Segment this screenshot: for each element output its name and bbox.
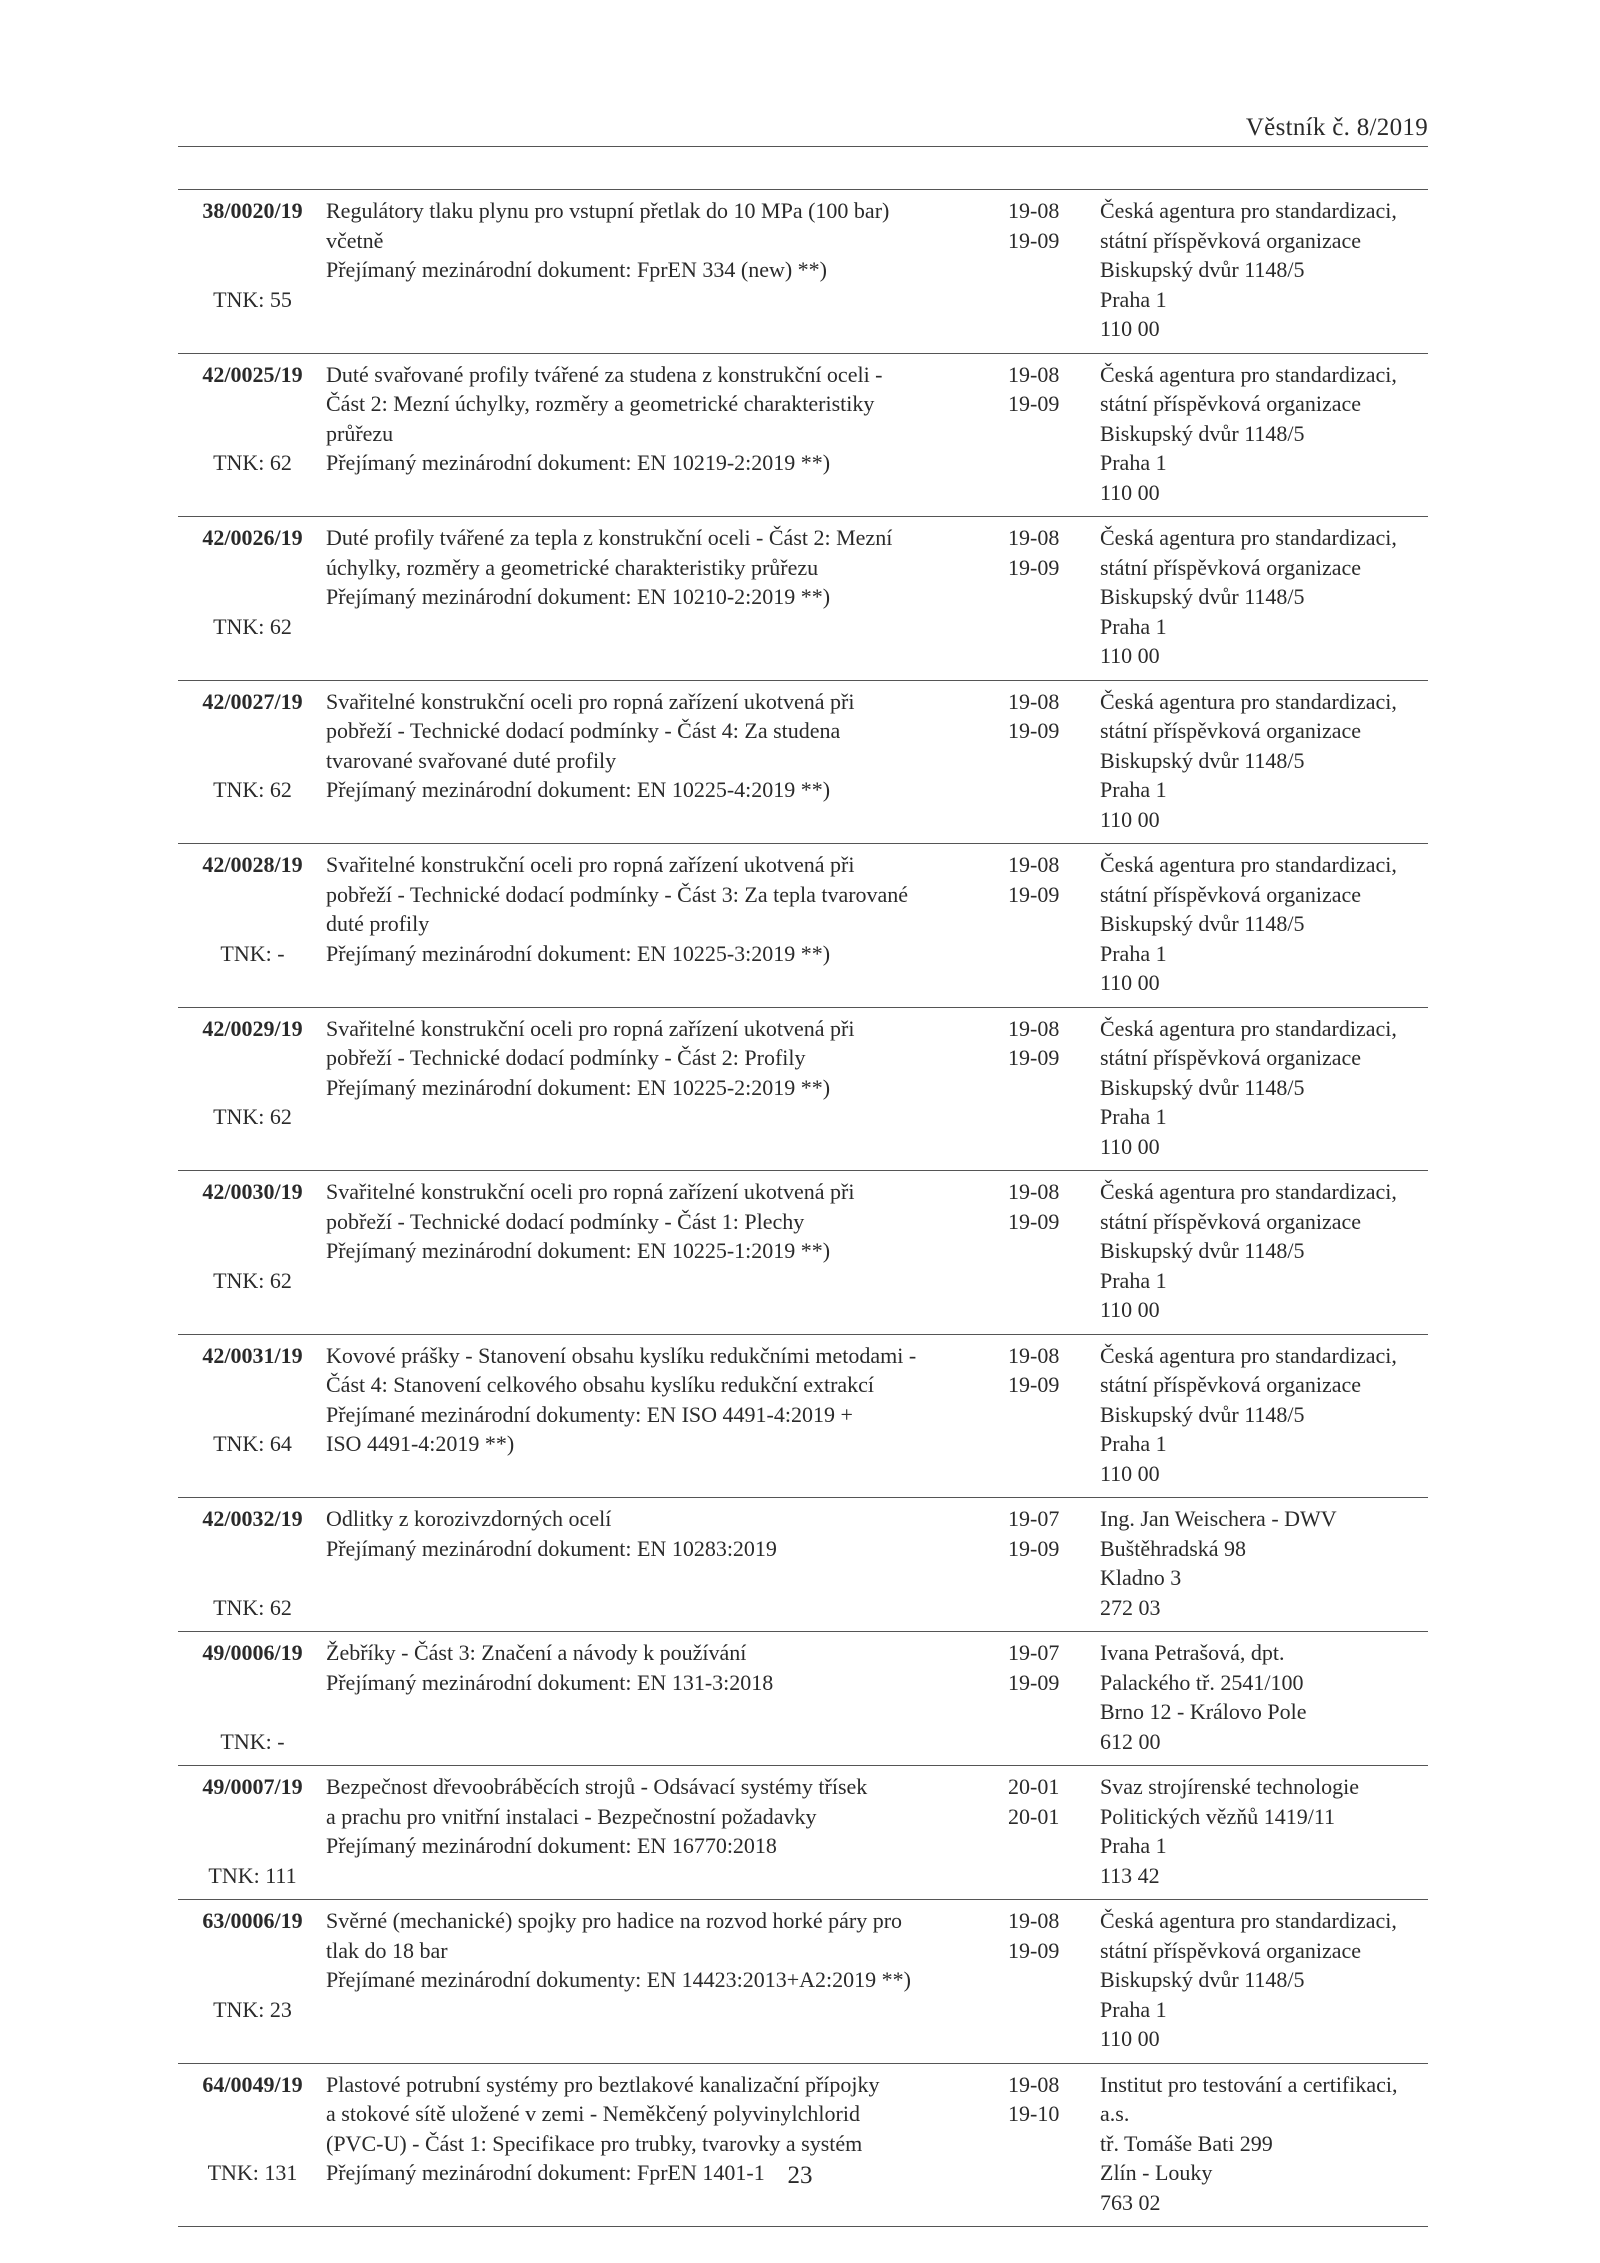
organization-cell-line: Praha 1 — [1100, 1833, 1167, 1858]
organization-cell — [1100, 1341, 1430, 1489]
row-id-cell — [190, 1014, 315, 1129]
organization-cell-line: Ing. Jan Weischera - DWV — [1100, 1506, 1337, 1531]
dates-cell — [1008, 850, 1088, 909]
title-cell-line: Svařitelné konstrukční oceli pro ropná zařízení ukotvená při — [326, 1015, 855, 1041]
organization-cell — [1100, 1014, 1430, 1162]
title-cell-line: Svěrné (mechanické) spojky pro hadice na rozvod horké páry pro — [326, 1908, 903, 1933]
table-row — [178, 1900, 1428, 2064]
dates-cell — [1008, 360, 1088, 419]
dates-cell — [1008, 1504, 1088, 1563]
title-cell-line: Přejímaný mezinárodní dokument: EN 10225-2:2019 **) — [326, 1074, 831, 1100]
document-code: 42/0029/19 — [202, 1015, 303, 1041]
organization-cell-line: státní příspěvková organizace — [1100, 1045, 1362, 1070]
title-cell-line: Přejímané mezinárodní dokumenty: EN ISO 4491-4:2019 + — [326, 1401, 853, 1427]
dates-cell-line: 20-01 — [1008, 1803, 1060, 1829]
organization-cell — [1100, 687, 1430, 835]
title-cell — [326, 1177, 976, 1266]
document-code: 42/0032/19 — [202, 1506, 303, 1531]
organization-cell-line: Česká agentura pro standardizaci, — [1100, 688, 1397, 714]
organization-cell — [1100, 196, 1430, 344]
dates-cell — [1008, 2070, 1088, 2129]
organization-cell-line: Česká agentura pro standardizaci, — [1100, 852, 1397, 877]
title-cell-line: Přejímaný mezinárodní dokument: EN 10225-4:2019 **) — [326, 777, 831, 802]
title-cell-line: pobřeží - Technické dodací podmínky - Část 2: Profily — [326, 1045, 806, 1070]
row-id-cell — [190, 1341, 315, 1456]
organization-cell-line: 110 00 — [1100, 1460, 1160, 1486]
page-header-title: Věstník č. 8/2019 — [1245, 114, 1428, 141]
row-id-cell — [190, 1772, 315, 1888]
table-row — [178, 190, 1428, 354]
title-cell-line: Přejímaný mezinárodní dokument: EN 10225-3:2019 **) — [326, 940, 831, 966]
dates-cell-line: 19-09 — [1008, 554, 1060, 580]
title-cell — [326, 523, 976, 612]
document-code: 38/0020/19 — [202, 198, 303, 223]
dates-cell-line: 19-08 — [1008, 1179, 1060, 1204]
title-cell-line: Přejímané mezinárodní dokumenty: EN 14423:2013+A2:2019 **) — [326, 1967, 911, 1992]
dates-cell-line: 19-09 — [1008, 391, 1060, 416]
title-cell-line: Žebříky - Část 3: Značení a návody k používání — [326, 1640, 747, 1665]
table-row — [178, 1171, 1428, 1335]
header-divider — [178, 146, 1428, 147]
table-row — [178, 1632, 1428, 1766]
organization-cell-line: státní příspěvková organizace — [1100, 1372, 1362, 1397]
organization-cell-line: a.s. — [1100, 2101, 1130, 2126]
tnk-label: TNK: 55 — [213, 286, 292, 312]
dates-cell — [1008, 196, 1088, 255]
title-cell-line: Svařitelné konstrukční oceli pro ropná zařízení ukotvená při — [326, 852, 855, 877]
dates-cell-line: 19-08 — [1008, 688, 1060, 714]
document-code: 42/0027/19 — [202, 688, 303, 714]
organization-cell-line: Česká agentura pro standardizaci, — [1100, 361, 1397, 387]
organization-cell-line: Biskupský dvůr 1148/5 — [1100, 1401, 1305, 1427]
organization-cell-line: Česká agentura pro standardizaci, — [1100, 198, 1397, 223]
organization-cell-line: Biskupský dvůr 1148/5 — [1100, 747, 1305, 773]
dates-cell-line: 19-09 — [1008, 227, 1060, 253]
organization-cell-line: Praha 1 — [1100, 1104, 1167, 1129]
organization-cell-line: Biskupský dvůr 1148/5 — [1100, 1238, 1305, 1263]
title-cell-line: Plastové potrubní systémy pro beztlakové kanalizační přípojky — [326, 2071, 880, 2097]
organization-cell-line: 272 03 — [1100, 1594, 1161, 1620]
title-cell — [326, 1014, 976, 1103]
title-cell-line: Bezpečnost dřevoobráběcích strojů - Odsávací systémy třísek — [326, 1774, 868, 1799]
title-cell — [326, 1906, 976, 1995]
organization-cell-line: Česká agentura pro standardizaci, — [1100, 1015, 1397, 1041]
organization-cell-line: Česká agentura pro standardizaci, — [1100, 1179, 1397, 1204]
table-row — [178, 1766, 1428, 1900]
organization-cell-line: Praha 1 — [1100, 940, 1167, 966]
table-row — [178, 844, 1428, 1008]
dates-cell — [1008, 1014, 1088, 1073]
title-cell-line: tlak do 18 bar — [326, 1937, 448, 1963]
table-row — [178, 1498, 1428, 1632]
tnk-label: TNK: 64 — [213, 1431, 292, 1456]
dates-cell-line: 19-08 — [1008, 852, 1060, 877]
title-cell-line: Přejímaný mezinárodní dokument: EN 10225-1:2019 **) — [326, 1238, 831, 1263]
organization-cell-line: Česká agentura pro standardizaci, — [1100, 1342, 1397, 1368]
organization-cell-line: Praha 1 — [1100, 613, 1167, 639]
tnk-label: TNK: 62 — [213, 450, 292, 475]
title-cell-line: Přejímaný mezinárodní dokument: FprEN 334 (new) **) — [326, 257, 828, 282]
title-cell-line: (PVC-U) - Část 1: Specifikace pro trubky, tvarovky a systém — [326, 2130, 863, 2156]
dates-cell-line: 19-09 — [1008, 1535, 1060, 1561]
organization-cell-line: Zlín - Louky — [1100, 2160, 1213, 2185]
tnk-label: TNK: 62 — [213, 777, 292, 802]
organization-cell — [1100, 850, 1430, 998]
tnk-label: TNK: 62 — [213, 1594, 292, 1620]
tnk-label: TNK: 62 — [213, 1104, 292, 1129]
title-cell-line: Svařitelné konstrukční oceli pro ropná zařízení ukotvená při — [326, 1179, 855, 1204]
document-code: 42/0028/19 — [202, 852, 303, 877]
tnk-label: TNK: 111 — [208, 1862, 297, 1888]
dates-cell-line: 19-08 — [1008, 1015, 1060, 1041]
title-cell-line: a prachu pro vnitřní instalaci - Bezpečnostní požadavky — [326, 1803, 817, 1829]
organization-cell-line: Biskupský dvůr 1148/5 — [1100, 584, 1305, 609]
organization-cell-line: Česká agentura pro standardizaci, — [1100, 525, 1397, 550]
title-cell-line: Přejímaný mezinárodní dokument: EN 16770:2018 — [326, 1833, 777, 1858]
title-cell-line: Regulátory tlaku plynu pro vstupní přetlak do 10 MPa (100 bar) — [326, 198, 890, 223]
title-cell — [326, 196, 976, 285]
dates-cell — [1008, 687, 1088, 746]
dates-cell — [1008, 523, 1088, 582]
row-id-cell — [190, 1638, 315, 1754]
organization-cell-line: Biskupský dvůr 1148/5 — [1100, 257, 1305, 282]
organization-cell-line: Institut pro testování a certifikaci, — [1100, 2071, 1398, 2097]
organization-cell-line: Praha 1 — [1100, 450, 1167, 475]
title-cell — [326, 850, 976, 968]
organization-cell-line: Biskupský dvůr 1148/5 — [1100, 1967, 1305, 1992]
organization-cell-line: státní příspěvková organizace — [1100, 881, 1362, 907]
organization-cell — [1100, 2070, 1430, 2218]
row-id-cell — [190, 523, 315, 639]
dates-cell-line: 19-08 — [1008, 1342, 1060, 1368]
organization-cell-line: 110 00 — [1100, 643, 1160, 668]
row-id-cell — [190, 1504, 315, 1620]
document-code: 42/0025/19 — [202, 361, 303, 387]
dates-cell-line: 19-09 — [1008, 881, 1060, 907]
title-cell — [326, 360, 976, 478]
title-cell-line: Přejímaný mezinárodní dokument: EN 10210-2:2019 **) — [326, 584, 831, 609]
title-cell — [326, 1341, 976, 1459]
table-row — [178, 1008, 1428, 1172]
dates-cell-line: 19-08 — [1008, 361, 1060, 387]
title-cell-line: Přejímaný mezinárodní dokument: EN 131-3:2018 — [326, 1669, 774, 1695]
table-row — [178, 2064, 1428, 2228]
organization-cell-line: státní příspěvková organizace — [1100, 391, 1362, 416]
title-cell-line: Duté svařované profily tvářené za studena z konstrukční oceli - — [326, 361, 883, 387]
organization-cell — [1100, 1638, 1430, 1756]
organization-cell — [1100, 360, 1430, 508]
organization-cell-line: Praha 1 — [1100, 286, 1167, 312]
dates-cell-line: 19-07 — [1008, 1506, 1060, 1531]
document-code: 42/0031/19 — [202, 1342, 303, 1368]
dates-cell-line: 19-09 — [1008, 1669, 1060, 1695]
title-cell-line: tvarované svařované duté profily — [326, 747, 617, 773]
row-id-cell — [190, 360, 315, 475]
title-cell-line: Část 2: Mezní úchylky, rozměry a geometrické charakteristiky — [326, 391, 875, 416]
organization-cell-line: Česká agentura pro standardizaci, — [1100, 1908, 1397, 1933]
title-cell-line: Duté profily tvářené za tepla z konstrukční oceli - Část 2: Mezní — [326, 525, 893, 550]
dates-cell-line: 19-08 — [1008, 525, 1060, 550]
title-cell — [326, 1504, 976, 1563]
title-cell-line: Část 4: Stanovení celkového obsahu kyslíku redukční extrakcí — [326, 1372, 875, 1397]
table-row — [178, 517, 1428, 681]
document-code: 49/0007/19 — [202, 1774, 303, 1799]
dates-cell-line: 19-09 — [1008, 718, 1060, 743]
organization-cell-line: 110 00 — [1100, 970, 1160, 995]
tnk-label: TNK: - — [220, 940, 285, 966]
dates-cell-line: 19-08 — [1008, 198, 1060, 223]
title-cell-line: a stokové sítě uložené v zemi - Neměkčený polyvinylchlorid — [326, 2101, 860, 2126]
organization-cell-line: Biskupský dvůr 1148/5 — [1100, 420, 1305, 446]
row-id-cell — [190, 1177, 315, 1293]
organization-cell-line: státní příspěvková organizace — [1100, 227, 1362, 253]
document-code: 64/0049/19 — [202, 2071, 303, 2097]
table-row — [178, 1335, 1428, 1499]
title-cell-line: ISO 4491-4:2019 **) — [326, 1431, 515, 1456]
organization-cell-line: Ivana Petrašová, dpt. — [1100, 1640, 1285, 1665]
dates-cell — [1008, 1341, 1088, 1400]
title-cell-line: Odlitky z korozivzdorných ocelí — [326, 1506, 612, 1531]
row-id-cell — [190, 2070, 315, 2185]
title-cell-line: úchylky, rozměry a geometrické charakteristiky průřezu — [326, 554, 819, 580]
title-cell-line: Přejímaný mezinárodní dokument: EN 10219-2:2019 **) — [326, 450, 831, 475]
organization-cell — [1100, 1772, 1430, 1890]
row-id-cell — [190, 196, 315, 312]
dates-cell-line: 19-09 — [1008, 1045, 1060, 1070]
dates-cell-line: 19-08 — [1008, 1908, 1060, 1933]
organization-cell-line: státní příspěvková organizace — [1100, 718, 1362, 743]
document-code: 42/0026/19 — [202, 525, 303, 550]
dates-cell — [1008, 1772, 1088, 1831]
organization-cell-line: Biskupský dvůr 1148/5 — [1100, 911, 1305, 936]
organization-cell — [1100, 1177, 1430, 1325]
tnk-label: TNK: 23 — [213, 1996, 292, 2022]
title-cell-line: duté profily — [326, 911, 430, 936]
document-code: 42/0030/19 — [202, 1179, 303, 1204]
organization-cell-line: 113 42 — [1100, 1862, 1160, 1888]
organization-cell — [1100, 1906, 1430, 2054]
organization-cell-line: 763 02 — [1100, 2189, 1161, 2215]
dates-cell-line: 19-07 — [1008, 1640, 1060, 1665]
title-cell-line: průřezu — [326, 420, 394, 446]
organization-cell-line: Praha 1 — [1100, 1431, 1167, 1456]
organization-cell-line: 110 00 — [1100, 2026, 1160, 2051]
title-cell-line: Svařitelné konstrukční oceli pro ropná zařízení ukotvená při — [326, 688, 855, 714]
organization-cell-line: 110 00 — [1100, 316, 1160, 341]
dates-cell — [1008, 1906, 1088, 1965]
organization-cell-line: 110 00 — [1100, 1297, 1160, 1322]
organization-cell-line: státní příspěvková organizace — [1100, 1937, 1362, 1963]
organization-cell-line: Praha 1 — [1100, 1996, 1167, 2022]
organization-cell-line: státní příspěvková organizace — [1100, 1208, 1362, 1234]
title-cell-line: pobřeží - Technické dodací podmínky - Část 4: Za studena — [326, 718, 841, 743]
document-code: 49/0006/19 — [202, 1640, 303, 1665]
standards-table — [178, 190, 1428, 2227]
organization-cell-line: státní příspěvková organizace — [1100, 554, 1362, 580]
organization-cell-line: Brno 12 - Královo Pole — [1100, 1699, 1307, 1724]
organization-cell — [1100, 523, 1430, 671]
table-row — [178, 681, 1428, 845]
organization-cell — [1100, 1504, 1430, 1622]
dates-cell — [1008, 1638, 1088, 1697]
organization-cell-line: 612 00 — [1100, 1728, 1161, 1754]
organization-cell-line: Praha 1 — [1100, 777, 1167, 802]
dates-cell-line: 19-10 — [1008, 2101, 1060, 2126]
organization-cell-line: Kladno 3 — [1100, 1565, 1182, 1590]
title-cell-line: Kovové prášky - Stanovení obsahu kyslíku redukčními metodami - — [326, 1342, 917, 1368]
dates-cell — [1008, 1177, 1088, 1236]
dates-cell-line: 19-09 — [1008, 1372, 1060, 1397]
title-cell-line: Přejímaný mezinárodní dokument: EN 10283:2019 — [326, 1535, 777, 1561]
title-cell-line: pobřeží - Technické dodací podmínky - Část 3: Za tepla tvarované — [326, 881, 909, 907]
tnk-label: TNK: - — [220, 1728, 285, 1754]
tnk-label: TNK: 62 — [213, 1267, 292, 1293]
organization-cell-line: Praha 1 — [1100, 1267, 1167, 1293]
row-id-cell — [190, 850, 315, 966]
organization-cell-line: tř. Tomáše Bati 299 — [1100, 2130, 1273, 2156]
title-cell — [326, 1772, 976, 1861]
title-cell-line: pobřeží - Technické dodací podmínky - Část 1: Plechy — [326, 1208, 805, 1234]
organization-cell-line: Biskupský dvůr 1148/5 — [1100, 1074, 1305, 1100]
tnk-label: TNK: 62 — [213, 613, 292, 639]
dates-cell-line: 20-01 — [1008, 1774, 1060, 1799]
title-cell-line: včetně — [326, 227, 384, 253]
tnk-label: TNK: 131 — [207, 2160, 298, 2185]
row-id-cell — [190, 687, 315, 802]
organization-cell-line: 110 00 — [1100, 479, 1160, 505]
row-id-cell — [190, 1906, 315, 2022]
dates-cell-line: 19-09 — [1008, 1937, 1060, 1963]
dates-cell-line: 19-08 — [1008, 2071, 1060, 2097]
title-cell-line: Přejímaný mezinárodní dokument: FprEN 1401-1 — [326, 2160, 765, 2185]
document-code: 63/0006/19 — [202, 1908, 303, 1933]
dates-cell-line: 19-09 — [1008, 1208, 1060, 1234]
title-cell — [326, 1638, 976, 1697]
organization-cell-line: 110 00 — [1100, 806, 1160, 832]
organization-cell-line: Politických vězňů 1419/11 — [1100, 1803, 1336, 1829]
table-top-divider — [178, 189, 1428, 190]
title-cell — [326, 687, 976, 805]
organization-cell-line: Palackého tř. 2541/100 — [1100, 1669, 1304, 1695]
page-number: 23 — [787, 2162, 813, 2189]
organization-cell-line: 110 00 — [1100, 1133, 1160, 1159]
organization-cell-line: Svaz strojírenské technologie — [1100, 1774, 1360, 1799]
table-row — [178, 354, 1428, 518]
organization-cell-line: Buštěhradská 98 — [1100, 1535, 1247, 1561]
